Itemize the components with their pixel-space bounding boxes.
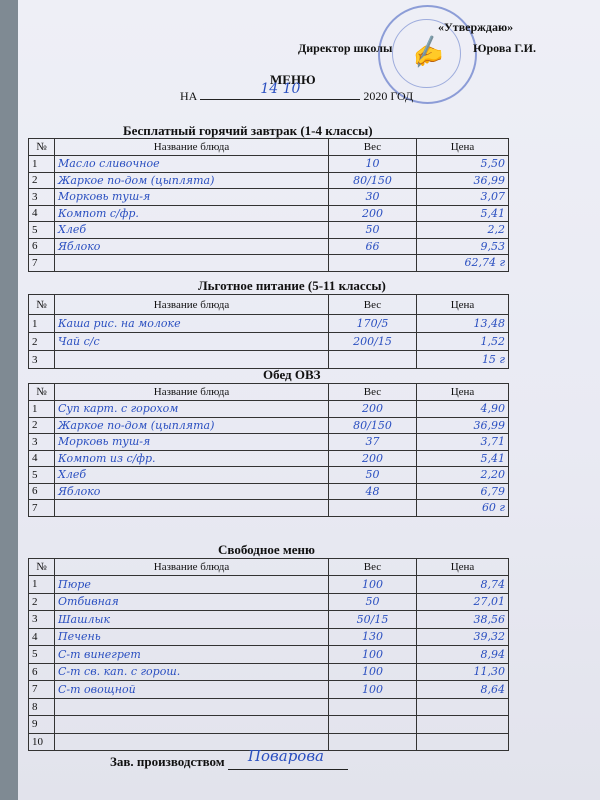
dish-name: Чай с/с bbox=[55, 333, 329, 351]
dish-price: 8,94 bbox=[417, 646, 509, 664]
dish-weight: 100 bbox=[329, 576, 417, 594]
row-number: 2 bbox=[29, 172, 55, 189]
dish-price: 3,07 bbox=[417, 189, 509, 206]
dish-name: Печень bbox=[55, 628, 329, 646]
dish-price: 8,64 bbox=[417, 681, 509, 699]
section-title: Свободное меню bbox=[218, 542, 315, 557]
column-header-price: Цена bbox=[417, 295, 509, 315]
table-row bbox=[29, 467, 509, 484]
date-line bbox=[180, 81, 414, 104]
dish-price: 38,56 bbox=[417, 611, 509, 629]
dish-price: 9,53 bbox=[417, 238, 509, 255]
table-row bbox=[29, 576, 509, 594]
column-header-price: Цена bbox=[417, 559, 509, 576]
row-number: 1 bbox=[29, 156, 55, 173]
dish-weight: 80/150 bbox=[329, 172, 417, 189]
dish-name: С-т св. кап. с горош. bbox=[55, 663, 329, 681]
dish-price: 2,20 bbox=[417, 467, 509, 484]
row-number: 3 bbox=[29, 434, 55, 451]
table-row bbox=[29, 189, 509, 206]
dish-name: Компот из с/фр. bbox=[55, 450, 329, 467]
dish-price: 11,30 bbox=[417, 663, 509, 681]
table-header-row bbox=[29, 559, 509, 576]
table-row bbox=[29, 500, 509, 517]
table-row bbox=[29, 222, 509, 239]
dish-weight: 100 bbox=[329, 663, 417, 681]
dish-weight: 48 bbox=[329, 483, 417, 500]
dish-name: Шашлык bbox=[55, 611, 329, 629]
dish-name: Жаркое по-дом (цыплята) bbox=[55, 172, 329, 189]
dish-price: 27,01 bbox=[417, 593, 509, 611]
dish-weight bbox=[329, 500, 417, 517]
dish-weight bbox=[329, 733, 417, 751]
date-suffix: 2020 ГОД bbox=[363, 89, 414, 103]
dish-name: С-т винегрет bbox=[55, 646, 329, 664]
dish-price bbox=[417, 733, 509, 751]
date-prefix: НА bbox=[180, 89, 198, 103]
dish-name: Компот с/фр. bbox=[55, 205, 329, 222]
signature-field bbox=[228, 747, 348, 770]
menu-table bbox=[28, 294, 509, 369]
date-field bbox=[200, 81, 360, 100]
table-row bbox=[29, 434, 509, 451]
dish-price: 36,99 bbox=[417, 172, 509, 189]
column-header-weight: Вес bbox=[329, 384, 417, 401]
dish-weight: 37 bbox=[329, 434, 417, 451]
column-header-price: Цена bbox=[417, 384, 509, 401]
menu-table bbox=[28, 383, 509, 517]
menu-sheet bbox=[18, 0, 600, 800]
dish-price: 5,41 bbox=[417, 450, 509, 467]
dish-name bbox=[55, 351, 329, 369]
column-header-num: № bbox=[29, 384, 55, 401]
dish-weight: 200 bbox=[329, 401, 417, 418]
dish-name: Морковь туш-я bbox=[55, 434, 329, 451]
row-number: 1 bbox=[29, 401, 55, 418]
dish-price: 5,41 bbox=[417, 205, 509, 222]
row-number: 4 bbox=[29, 205, 55, 222]
dish-price bbox=[417, 716, 509, 734]
dish-price: 5,50 bbox=[417, 156, 509, 173]
dish-weight bbox=[329, 698, 417, 716]
row-number: 7 bbox=[29, 681, 55, 699]
dish-price: 36,99 bbox=[417, 417, 509, 434]
table-header-row bbox=[29, 139, 509, 156]
column-header-name: Название блюда bbox=[55, 559, 329, 576]
dish-price: 6,79 bbox=[417, 483, 509, 500]
table-row bbox=[29, 628, 509, 646]
table-row bbox=[29, 351, 509, 369]
column-header-num: № bbox=[29, 139, 55, 156]
dish-weight: 200 bbox=[329, 205, 417, 222]
dish-name: Морковь туш-я bbox=[55, 189, 329, 206]
dish-name bbox=[55, 255, 329, 272]
dish-name: Масло сливочное bbox=[55, 156, 329, 173]
row-number: 3 bbox=[29, 611, 55, 629]
menu-table bbox=[28, 558, 509, 751]
section-title: Обед ОВЗ bbox=[263, 367, 321, 382]
row-number: 5 bbox=[29, 646, 55, 664]
table-row bbox=[29, 611, 509, 629]
table-row bbox=[29, 238, 509, 255]
row-number: 5 bbox=[29, 467, 55, 484]
dish-name: Каша рис. на молоке bbox=[55, 315, 329, 333]
footer-signature: Поварова bbox=[247, 747, 324, 765]
table-row bbox=[29, 205, 509, 222]
section-title: Льготное питание (5-11 классы) bbox=[198, 278, 386, 293]
table-row bbox=[29, 156, 509, 173]
table-row bbox=[29, 401, 509, 418]
column-header-weight: Вес bbox=[329, 295, 417, 315]
dish-weight: 130 bbox=[329, 628, 417, 646]
dish-weight: 100 bbox=[329, 681, 417, 699]
dish-name bbox=[55, 698, 329, 716]
row-number: 7 bbox=[29, 255, 55, 272]
column-header-weight: Вес bbox=[329, 559, 417, 576]
dish-weight: 50 bbox=[329, 222, 417, 239]
dish-weight: 10 bbox=[329, 156, 417, 173]
table-header-row bbox=[29, 384, 509, 401]
dish-weight bbox=[329, 716, 417, 734]
dish-price: 62,74 г bbox=[417, 255, 509, 272]
dish-name: Отбивная bbox=[55, 593, 329, 611]
director-name: Юрова Г.И. bbox=[473, 41, 536, 55]
dish-price bbox=[417, 698, 509, 716]
dish-name bbox=[55, 500, 329, 517]
dish-name: Яблоко bbox=[55, 238, 329, 255]
row-number: 6 bbox=[29, 238, 55, 255]
page-title: МЕНЮ bbox=[270, 72, 316, 87]
director-label: Директор школы bbox=[298, 41, 393, 55]
dish-weight: 50/15 bbox=[329, 611, 417, 629]
row-number: 2 bbox=[29, 417, 55, 434]
row-number: 2 bbox=[29, 593, 55, 611]
table-row bbox=[29, 483, 509, 500]
approve-label: «Утверждаю» bbox=[438, 20, 514, 34]
row-number: 5 bbox=[29, 222, 55, 239]
dish-weight bbox=[329, 351, 417, 369]
dish-price: 4,90 bbox=[417, 401, 509, 418]
table-row bbox=[29, 172, 509, 189]
dish-price: 15 г bbox=[417, 351, 509, 369]
dish-weight bbox=[329, 255, 417, 272]
dish-weight: 200 bbox=[329, 450, 417, 467]
row-number: 6 bbox=[29, 483, 55, 500]
row-number: 3 bbox=[29, 189, 55, 206]
dish-price: 8,74 bbox=[417, 576, 509, 594]
row-number: 1 bbox=[29, 576, 55, 594]
dish-weight: 30 bbox=[329, 189, 417, 206]
footer-label: Зав. производством bbox=[110, 754, 225, 769]
dish-price: 2,2 bbox=[417, 222, 509, 239]
column-header-price: Цена bbox=[417, 139, 509, 156]
dish-price: 3,71 bbox=[417, 434, 509, 451]
dish-name: Жаркое по-дом (цыплята) bbox=[55, 417, 329, 434]
dish-weight: 100 bbox=[329, 646, 417, 664]
table-row bbox=[29, 315, 509, 333]
dish-name: Хлеб bbox=[55, 222, 329, 239]
menu-table bbox=[28, 138, 509, 272]
row-number: 10 bbox=[29, 733, 55, 751]
dish-price: 1,52 bbox=[417, 333, 509, 351]
dish-name: С-т овощной bbox=[55, 681, 329, 699]
column-header-num: № bbox=[29, 559, 55, 576]
table-row bbox=[29, 593, 509, 611]
row-number: 7 bbox=[29, 500, 55, 517]
dish-name: Хлеб bbox=[55, 467, 329, 484]
dish-weight: 50 bbox=[329, 467, 417, 484]
table-row bbox=[29, 681, 509, 699]
row-number: 1 bbox=[29, 315, 55, 333]
table-row bbox=[29, 698, 509, 716]
director-line bbox=[298, 41, 536, 56]
table-row bbox=[29, 333, 509, 351]
dish-weight: 80/150 bbox=[329, 417, 417, 434]
dish-weight: 170/5 bbox=[329, 315, 417, 333]
row-number: 4 bbox=[29, 628, 55, 646]
dish-weight: 66 bbox=[329, 238, 417, 255]
column-header-name: Название блюда bbox=[55, 384, 329, 401]
footer bbox=[110, 747, 348, 770]
dish-name: Яблоко bbox=[55, 483, 329, 500]
row-number: 4 bbox=[29, 450, 55, 467]
dish-weight: 50 bbox=[329, 593, 417, 611]
section-title: Бесплатный горячий завтрак (1-4 классы) bbox=[123, 123, 373, 138]
dish-price: 13,48 bbox=[417, 315, 509, 333]
table-row bbox=[29, 417, 509, 434]
table-row bbox=[29, 450, 509, 467]
dish-weight: 200/15 bbox=[329, 333, 417, 351]
table-header-row bbox=[29, 295, 509, 315]
table-row bbox=[29, 663, 509, 681]
dish-price: 39,32 bbox=[417, 628, 509, 646]
dish-name: Суп карт. с горохом bbox=[55, 401, 329, 418]
dish-name bbox=[55, 716, 329, 734]
row-number: 9 bbox=[29, 716, 55, 734]
row-number: 6 bbox=[29, 663, 55, 681]
row-number: 3 bbox=[29, 351, 55, 369]
column-header-name: Название блюда bbox=[55, 295, 329, 315]
director-signature: ✍ bbox=[405, 33, 447, 73]
table-row bbox=[29, 646, 509, 664]
column-header-name: Название блюда bbox=[55, 139, 329, 156]
row-number: 2 bbox=[29, 333, 55, 351]
table-row bbox=[29, 716, 509, 734]
column-header-weight: Вес bbox=[329, 139, 417, 156]
date-value: 14 10 bbox=[260, 81, 301, 97]
table-row bbox=[29, 255, 509, 272]
dish-name: Пюре bbox=[55, 576, 329, 594]
row-number: 8 bbox=[29, 698, 55, 716]
column-header-num: № bbox=[29, 295, 55, 315]
dish-price: 60 г bbox=[417, 500, 509, 517]
